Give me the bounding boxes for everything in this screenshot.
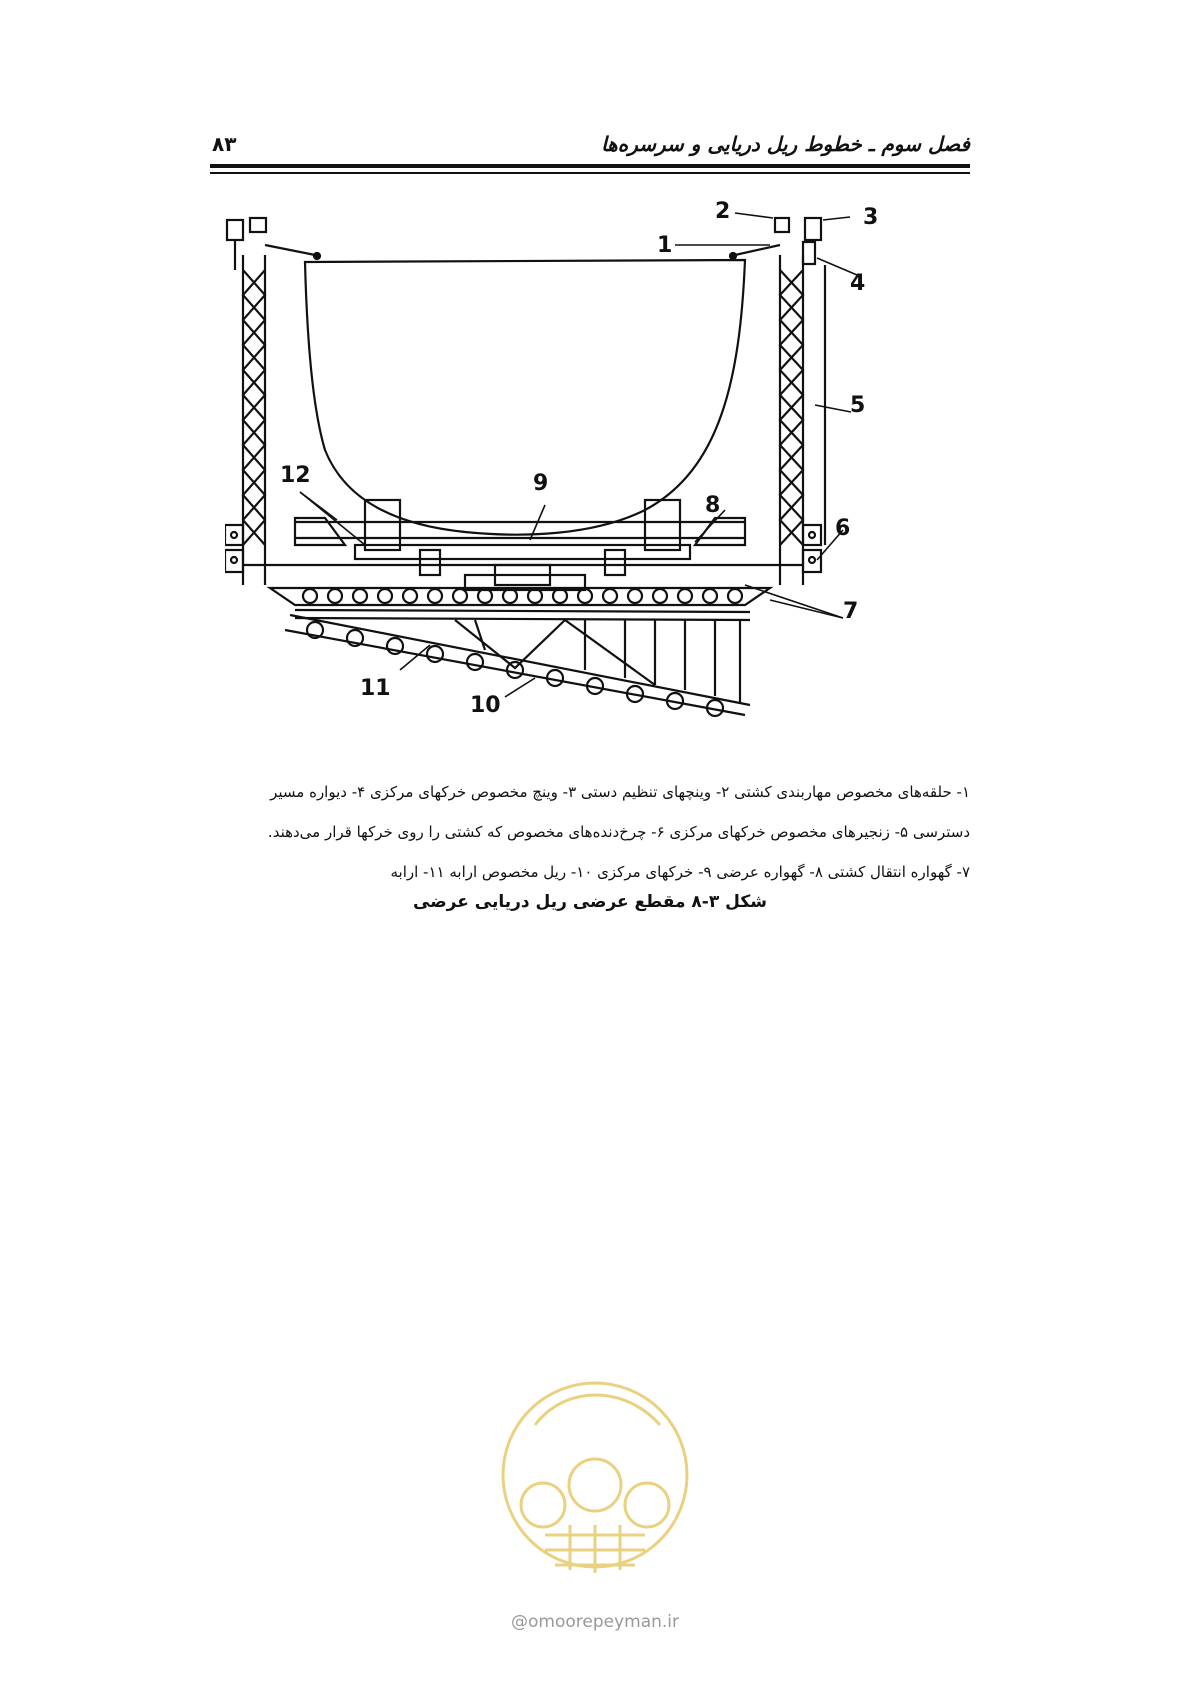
header-rule-thin (210, 172, 970, 174)
watermark-logo (495, 1355, 695, 1605)
leader-lines (300, 213, 857, 697)
carriage (285, 610, 750, 716)
label-9: 9 (533, 471, 549, 496)
cross-section-figure (225, 200, 950, 760)
figure-caption (210, 772, 970, 892)
label-8: 8 (705, 493, 721, 518)
caption-line: دسترسی ۵- زنجیرهای مخصوص خرکهای مرکزی ۶- چرخ‌دنده‌های مخصوص که کشتی را روی خرکها قرار می‌دهند. (267, 823, 970, 841)
ship-hull (305, 260, 745, 535)
label-6: 6 (835, 516, 851, 541)
figure-title: شکل ۳-۸ مقطع عرضی ریل دریایی عرضی (413, 892, 767, 912)
caption-line: ۱- حلقه‌های مخصوص مهاربندی کشتی ۲- وینچهای تنظیم دستی ۳- وینچ مخصوص خرکهای مرکزی ۴- دیواره مسیر (270, 783, 970, 801)
caption-line: ۷- گهواره انتقال کشتی ۸- گهواره عرضی ۹- خرکهای مرکزی ۱۰- ریل مخصوص ارابه ۱۱- ارابه (390, 863, 970, 881)
label-2: 2 (715, 200, 731, 224)
label-7: 7 (843, 599, 859, 624)
label-1: 1 (657, 233, 673, 258)
running-title: فصل سوم ـ خطوط ریل دریایی و سرسره‌ها (601, 132, 970, 156)
label-3: 3 (863, 205, 879, 230)
label-12: 12 (280, 463, 311, 488)
label-5: 5 (850, 393, 866, 418)
page-header (210, 128, 970, 158)
label-10: 10 (470, 693, 501, 718)
watermark-url: @omoorepeyman.ir (510, 1612, 680, 1632)
page-number: ۸۳ (212, 132, 237, 156)
label-11: 11 (360, 676, 391, 701)
header-rule-thick (210, 164, 970, 168)
label-4: 4 (850, 271, 866, 296)
